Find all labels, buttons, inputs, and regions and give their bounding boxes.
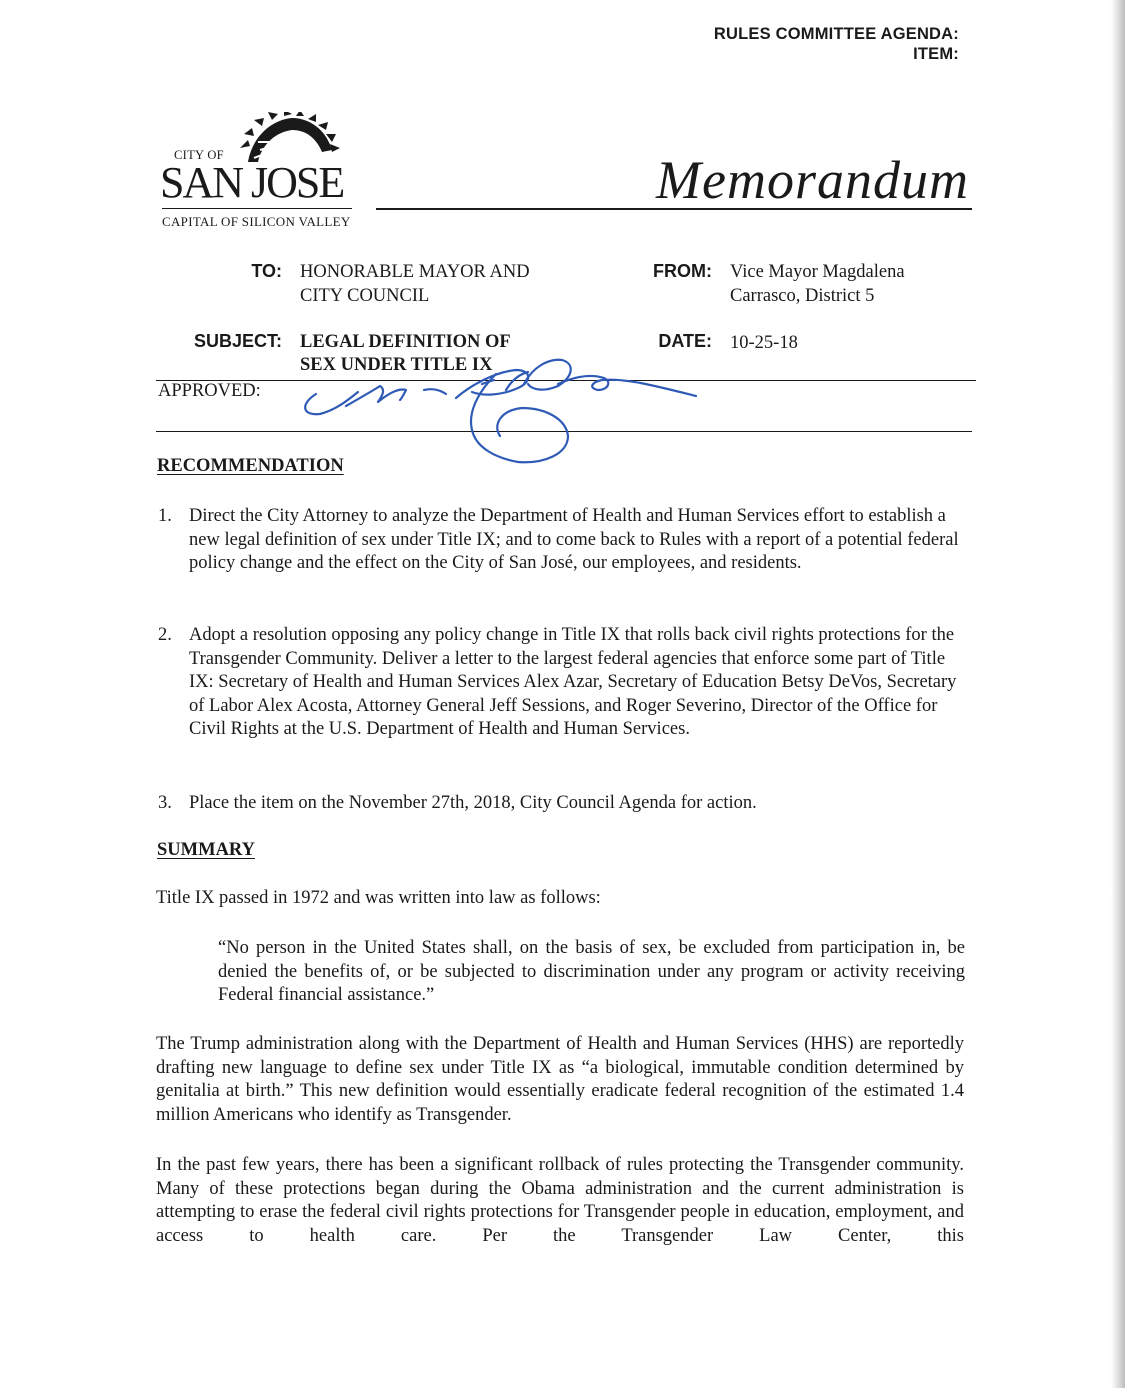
summary-heading: SUMMARY <box>157 840 256 860</box>
approved-label: APPROVED: <box>158 381 261 401</box>
list-item-number: 3. <box>158 793 172 813</box>
signature <box>296 344 716 474</box>
from-value-line: Carrasco, District 5 <box>730 286 875 306</box>
summary-intro: Title IX passed in 1972 and was written into law as follows: <box>156 888 601 908</box>
date-label: DATE: <box>658 331 712 351</box>
recommendation-heading: RECOMMENDATION <box>157 456 344 476</box>
subject-label: SUBJECT: <box>193 331 282 351</box>
list-item-text: Place the item on the November 27th, 2018, City Council Agenda for action. <box>189 793 757 813</box>
from-value <box>730 260 905 308</box>
list-item-text: Direct the City Attorney to analyze the Department of Health and Human Services effort to establish a new legal definition of sex under Title IX; and to come back to Rules with a report of a potential federal policy change and the effect on the City of San José, our employees, and residents. <box>189 506 959 573</box>
logo-tagline: CAPITAL OF SILICON VALLEY <box>162 214 351 229</box>
list-item-text: Adopt a resolution opposing any policy change in Title IX that rolls back civil rights protections for the Transgender Community. Deliver a letter to the largest federal agencies that enforce some part of Title IX: Secretary of Health and Human Services Alex Azar, Secretary of Education Betsy DeVos, Secretary of Labor Alex Acosta, Attorney General Jeff Sessions, and Roger Severino, Director of the Office for Civil Rights at the U.S. Department of Health and Human Services. <box>189 625 957 739</box>
from-value-line: Vice Mayor Magdalena <box>730 262 905 282</box>
list-item-number: 1. <box>158 506 172 526</box>
agenda-header <box>714 24 959 64</box>
from-label: FROM: <box>653 261 712 281</box>
to-value-line: HONORABLE MAYOR AND <box>300 262 530 282</box>
memo-title: Memorandum <box>656 150 969 210</box>
to-label: TO: <box>251 261 282 281</box>
page-edge <box>1111 0 1125 1388</box>
subject-value-line: SEX UNDER TITLE IX <box>300 355 493 375</box>
agenda-item-label: ITEM: <box>913 45 959 63</box>
to-value <box>300 260 530 308</box>
list-item-number: 2. <box>158 625 172 645</box>
summary-paragraph: The Trump administration along with the Department of Health and Human Services (HHS) are reportedly drafting new language to define sex under Title IX as “a biological, immutable condition determined by genitalia at birth.” This new definition would essentially eradicate federal recognition of the estimated 1.4 million Americans who identify as Transgender. <box>156 1034 964 1125</box>
title-ix-quote: “No person in the United States shall, on the basis of sex, be excluded from participation in, be denied the benefits of, or be subjected to discrimination under any program or activity receiving Federal financial assistance.” <box>218 938 965 1005</box>
agenda-label: RULES COMMITTEE AGENDA: <box>713 25 959 43</box>
logo-rule <box>162 208 352 209</box>
city-logo <box>160 112 360 232</box>
logo-name: SAN JOSE <box>160 158 344 207</box>
to-value-line: CITY COUNCIL <box>300 286 430 306</box>
subject-value-line: LEGAL DEFINITION OF <box>300 332 511 352</box>
summary-paragraph: In the past few years, there has been a significant rollback of rules protecting the Transgender community. Many of these protections began during the Obama administration and the current administration is attempting to erase the federal civil rights protections for Transgender people in education, employment, and access to health care. Per the Transgender Law Center, this <box>156 1155 964 1246</box>
memo-title-rule <box>376 208 972 210</box>
logo-city-of: CITY OF <box>174 148 224 162</box>
date-value: 10-25-18 <box>730 333 798 353</box>
